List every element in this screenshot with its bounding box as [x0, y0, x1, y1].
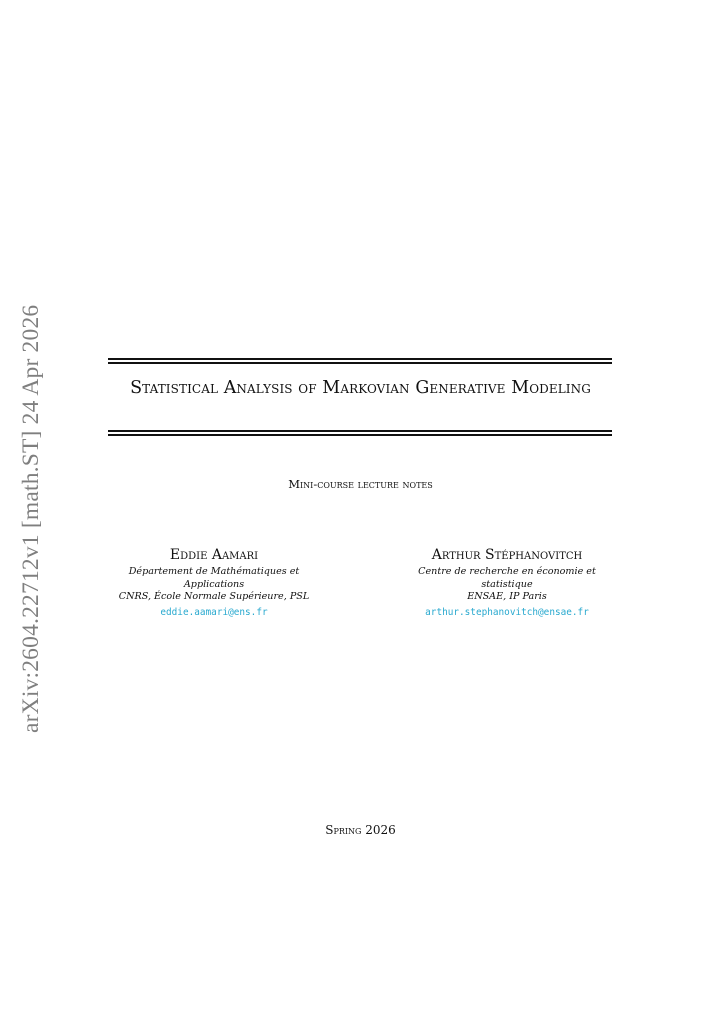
author-name: Eddie Aamari: [169, 547, 259, 563]
author-affiliation: CNRS, École Normale Supérieure, PSL: [118, 591, 310, 602]
title-rule-top: [108, 358, 612, 364]
paper-title: Statistical Analysis of Markovian Generative Modeling: [130, 378, 591, 398]
author-name: Arthur Stéphanovitch: [431, 547, 583, 563]
arxiv-identifier-stamp: arXiv:2604.22712v1 [math.ST] 24 Apr 2026: [18, 304, 44, 733]
title-rule-bottom: [108, 430, 612, 436]
author-affiliation: ENSAE, IP Paris: [467, 591, 547, 602]
author-email-link[interactable]: arthur.stephanovitch@ensae.fr: [425, 606, 589, 618]
author-block-2: [392, 547, 622, 618]
author-block-1: [99, 547, 329, 618]
author-affiliation: Département de Mathématiques et Applications: [128, 566, 300, 590]
author-email-link[interactable]: eddie.aamari@ens.fr: [160, 606, 268, 618]
author-affiliation: Centre de recherche en économie et statistique: [418, 566, 596, 590]
publication-date: Spring 2026: [325, 823, 396, 837]
paper-subtitle: Mini-course lecture notes: [288, 477, 433, 491]
